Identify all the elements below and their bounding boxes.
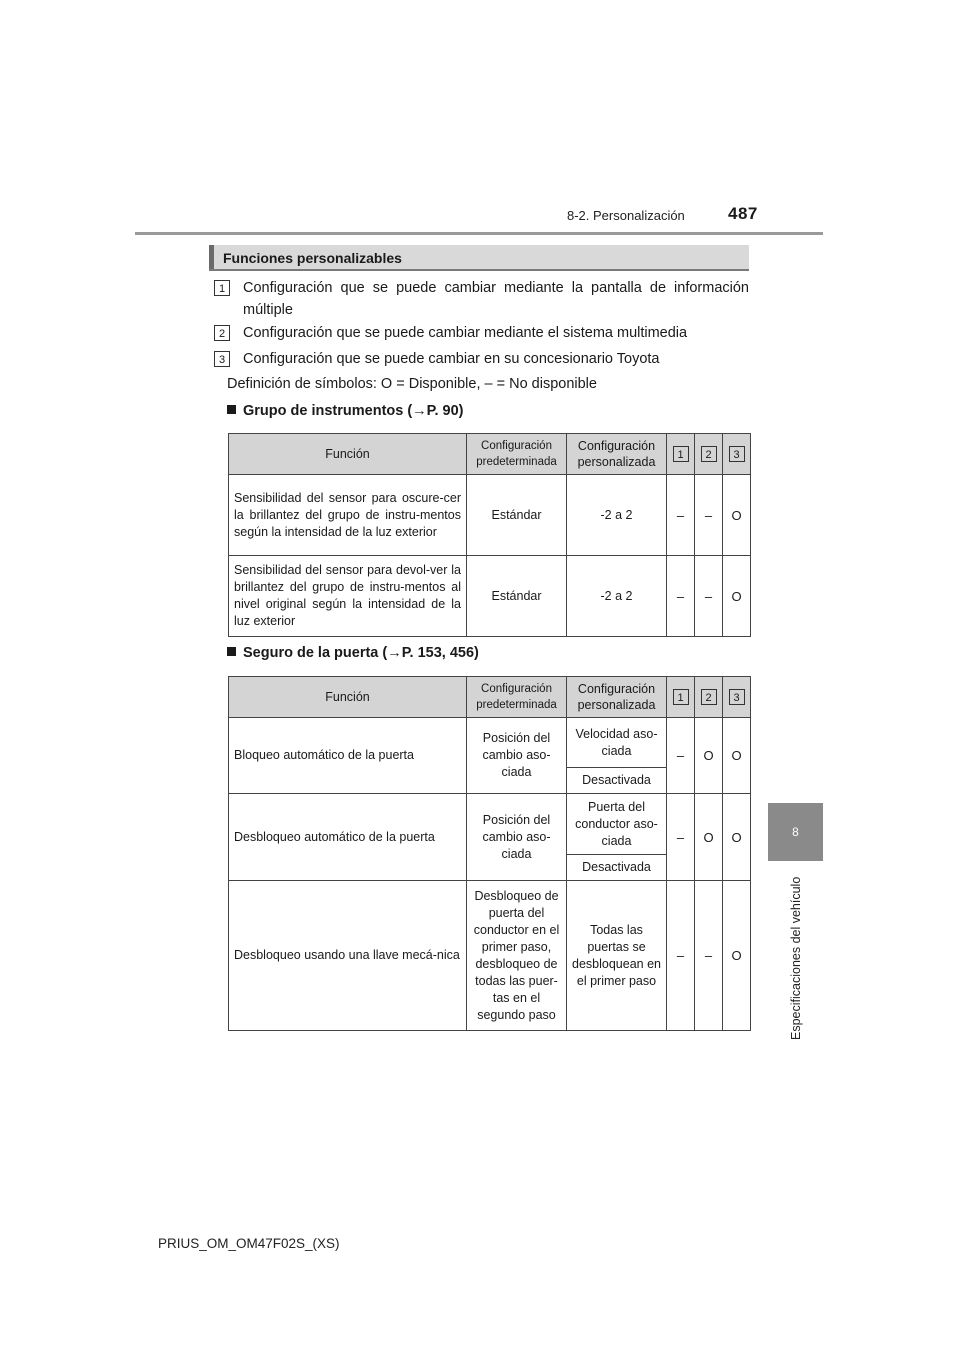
col-default: Configuración predeterminada: [467, 434, 567, 475]
bullet-square-icon: [227, 405, 236, 414]
custom-cell: Velocidad aso-ciada: [567, 718, 667, 768]
mark-cell: –: [667, 881, 695, 1031]
number-1-icon: 1: [214, 280, 230, 296]
mark-cell: O: [723, 794, 751, 881]
number-3-icon: 3: [729, 689, 745, 705]
config-method-3: [214, 348, 749, 370]
mark-cell: –: [667, 718, 695, 794]
col-method-3: [723, 434, 751, 475]
mark-cell: O: [723, 556, 751, 637]
document-code: PRIUS_OM_OM47F02S_(XS): [158, 1236, 340, 1251]
default-cell: Estándar: [467, 475, 567, 556]
table-row: [229, 475, 751, 556]
default-cell: Estándar: [467, 556, 567, 637]
custom-cell: -2 a 2: [567, 556, 667, 637]
page-number: 487: [728, 204, 758, 223]
col-method-1: [667, 677, 695, 718]
function-cell: Sensibilidad del sensor para devol-ver la brillantez del grupo de instru-mentos al nivel original según la intensidad de la luz exterior: [229, 556, 467, 637]
symbols-definition: Definición de símbolos: O = Disponible, – = No disponible: [227, 376, 597, 392]
table-row: [229, 794, 751, 855]
config-method-text: Configuración que se puede cambiar mediante el sistema multimedia: [243, 325, 688, 341]
function-cell: Bloqueo automático de la puerta: [229, 718, 467, 794]
door-lock-heading: [227, 645, 479, 661]
number-2-icon: 2: [701, 689, 717, 705]
section-title: 8-2. Personalización: [567, 208, 685, 223]
door-lock-heading-text: Seguro de la puerta (→P. 153, 456): [243, 645, 479, 661]
door-lock-table: [228, 676, 751, 1031]
col-method-3: [723, 677, 751, 718]
mark-cell: O: [695, 794, 723, 881]
custom-cell: Desactivada: [567, 768, 667, 794]
mark-cell: O: [723, 475, 751, 556]
heading-marker: [209, 245, 214, 269]
col-function: Función: [229, 434, 467, 475]
table-row: [229, 881, 751, 1031]
col-method-2: [695, 677, 723, 718]
col-method-2: [695, 434, 723, 475]
table-row: [229, 718, 751, 768]
custom-cell: Todas las puertas se desbloquean en el primer paso: [567, 881, 667, 1031]
mark-cell: O: [695, 718, 723, 794]
mark-cell: –: [695, 475, 723, 556]
function-cell: Desbloqueo automático de la puerta: [229, 794, 467, 881]
mark-cell: –: [667, 556, 695, 637]
col-custom: Configuración personalizada: [567, 434, 667, 475]
mark-cell: –: [667, 475, 695, 556]
mark-cell: O: [723, 881, 751, 1031]
custom-cell: Desactivada: [567, 855, 667, 881]
number-1-icon: 1: [673, 446, 689, 462]
header-divider: [135, 232, 823, 235]
mark-cell: –: [695, 556, 723, 637]
custom-cell: -2 a 2: [567, 475, 667, 556]
config-method-1: [214, 277, 749, 321]
default-cell: Desbloqueo de puerta del conductor en el primer paso, desbloqueo de todas las puer-tas en el segundo paso: [467, 881, 567, 1031]
function-cell: Desbloqueo usando una llave mecá-nica: [229, 881, 467, 1031]
mark-cell: O: [723, 718, 751, 794]
number-2-icon: 2: [701, 446, 717, 462]
col-function: Función: [229, 677, 467, 718]
mark-cell: –: [695, 881, 723, 1031]
instruments-table: [228, 433, 751, 637]
chapter-number: 8: [792, 825, 799, 839]
mark-cell: –: [667, 794, 695, 881]
instruments-heading-text: Grupo de instrumentos (→P. 90): [243, 403, 464, 419]
number-3-icon: 3: [214, 351, 230, 367]
table-row: [229, 556, 751, 637]
col-default: Configuración predeterminada: [467, 677, 567, 718]
instruments-heading: [227, 403, 464, 419]
functions-heading-bar: [209, 245, 749, 271]
custom-cell: Puerta del conductor aso-ciada: [567, 794, 667, 855]
default-cell: Posición del cambio aso-ciada: [467, 794, 567, 881]
chapter-title: Especificaciones del vehículo: [789, 876, 803, 1040]
number-1-icon: 1: [673, 689, 689, 705]
config-method-text: Configuración que se puede cambiar mediante la pantalla de información múltiple: [243, 280, 749, 318]
col-custom: Configuración personalizada: [567, 677, 667, 718]
col-method-1: [667, 434, 695, 475]
default-cell: Posición del cambio aso-ciada: [467, 718, 567, 794]
functions-heading: Funciones personalizables: [223, 250, 402, 266]
function-cell: Sensibilidad del sensor para oscure-cer la brillantez del grupo de instru-mentos según la intensidad de la luz exterior: [229, 475, 467, 556]
bullet-square-icon: [227, 647, 236, 656]
config-method-text: Configuración que se puede cambiar en su concesionario Toyota: [243, 351, 660, 367]
config-method-2: [214, 322, 749, 344]
number-3-icon: 3: [729, 446, 745, 462]
number-2-icon: 2: [214, 325, 230, 341]
